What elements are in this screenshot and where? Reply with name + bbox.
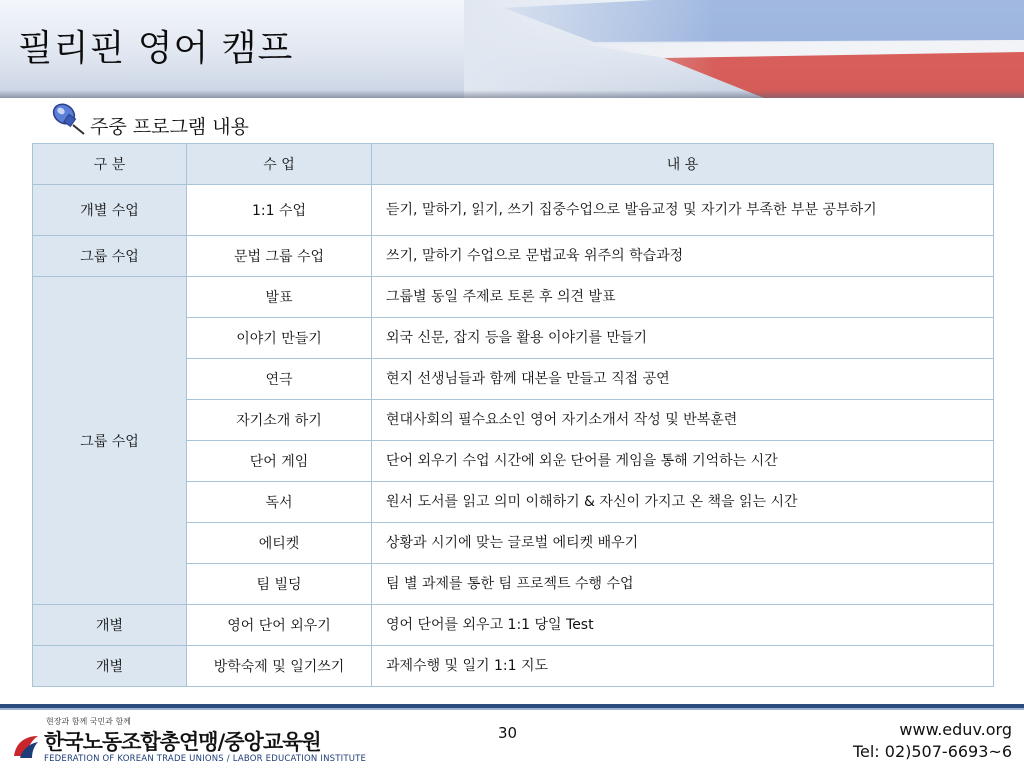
organization-logo bbox=[10, 716, 367, 766]
row-class: 연극 bbox=[187, 359, 372, 400]
union-emblem-icon bbox=[10, 730, 42, 762]
table-row bbox=[33, 605, 994, 646]
row-content: 현대사회의 필수요소인 영어 자기소개서 작성 및 반복훈련 bbox=[372, 400, 994, 441]
row-class: 발표 bbox=[187, 277, 372, 318]
row-class: 방학숙제 및 일기쓰기 bbox=[187, 646, 372, 687]
phone-number: Tel: 02)507-6693~6 bbox=[852, 742, 1012, 761]
row-content: 그룹별 동일 주제로 토론 후 의견 발표 bbox=[372, 277, 994, 318]
row-class: 문법 그룹 수업 bbox=[187, 236, 372, 277]
row-class: 에티켓 bbox=[187, 523, 372, 564]
row-content: 영어 단어를 외우고 1:1 당일 Test bbox=[372, 605, 994, 646]
row-content: 외국 신문, 잡지 등을 활용 이야기를 만들기 bbox=[372, 318, 994, 359]
page-title: 필리핀 영어 캠프 bbox=[18, 28, 294, 69]
header-content: 내 용 bbox=[372, 144, 994, 185]
row-content: 과제수행 및 일기 1:1 지도 bbox=[372, 646, 994, 687]
philippine-flag-band bbox=[464, 0, 1024, 98]
page-number: 30 bbox=[498, 724, 518, 742]
header-category: 구 분 bbox=[33, 144, 187, 185]
row-content: 단어 외우기 수업 시간에 외운 단어를 게임을 통해 기억하는 시간 bbox=[372, 441, 994, 482]
section-subtitle: 주중 프로그램 내용 bbox=[90, 116, 249, 138]
program-table bbox=[32, 143, 994, 687]
row-content: 원서 도서를 읽고 의미 이해하기 & 자신이 가지고 온 책을 읽는 시간 bbox=[372, 482, 994, 523]
table-row bbox=[33, 236, 994, 277]
row-class: 독서 bbox=[187, 482, 372, 523]
row-class: 1:1 수업 bbox=[187, 185, 372, 236]
footer-rule-secondary bbox=[0, 708, 1024, 710]
table-row bbox=[33, 185, 994, 236]
row-category: 개별 bbox=[33, 605, 187, 646]
table-row bbox=[33, 277, 994, 318]
row-content: 듣기, 말하기, 읽기, 쓰기 집중수업으로 발음교정 및 자기가 부족한 부분 공부하기 bbox=[372, 185, 994, 236]
website-link[interactable]: www.eduv.org bbox=[899, 720, 1012, 739]
header-class: 수 업 bbox=[187, 144, 372, 185]
row-category: 그룹 수업 bbox=[33, 236, 187, 277]
table-header-row bbox=[33, 144, 994, 185]
row-category: 개별 수업 bbox=[33, 185, 187, 236]
header-shadow bbox=[0, 90, 1024, 98]
row-category: 그룹 수업 bbox=[33, 277, 187, 605]
pushpin-icon bbox=[44, 98, 90, 138]
table-row bbox=[33, 646, 994, 687]
row-class: 단어 게임 bbox=[187, 441, 372, 482]
row-class: 이야기 만들기 bbox=[187, 318, 372, 359]
row-category: 개별 bbox=[33, 646, 187, 687]
row-class: 팀 빌딩 bbox=[187, 564, 372, 605]
header-banner bbox=[0, 0, 1024, 98]
row-class: 영어 단어 외우기 bbox=[187, 605, 372, 646]
row-content: 현지 선생님들과 함께 대본을 만들고 직접 공연 bbox=[372, 359, 994, 400]
row-content: 상황과 시기에 맞는 글로벌 에티켓 배우기 bbox=[372, 523, 994, 564]
row-content: 팀 별 과제를 통한 팀 프로젝트 수행 수업 bbox=[372, 564, 994, 605]
logo-tagline: 현장과 함께 국민과 함께 bbox=[46, 717, 131, 726]
logo-english-name: FEDERATION OF KOREAN TRADE UNIONS / LABOR EDUCATION INSTITUTE bbox=[44, 754, 367, 764]
logo-name: 한국노동조합총연맹/중앙교육원 bbox=[44, 730, 321, 754]
row-class: 자기소개 하기 bbox=[187, 400, 372, 441]
row-content: 쓰기, 말하기 수업으로 문법교육 위주의 학습과정 bbox=[372, 236, 994, 277]
